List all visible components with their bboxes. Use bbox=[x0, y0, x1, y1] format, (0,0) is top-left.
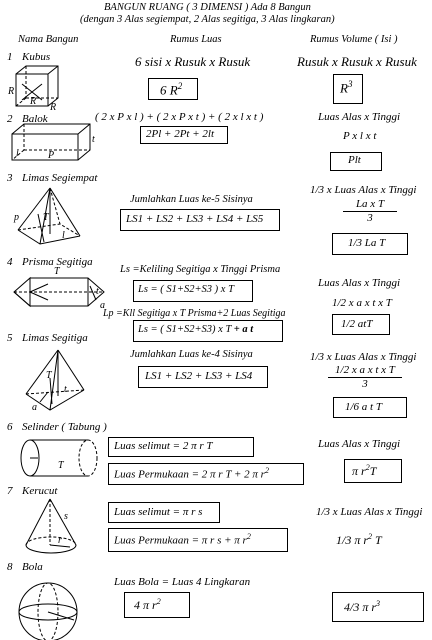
row6-area-formula: Luas selimut = 2 π r T bbox=[114, 440, 213, 452]
cube-label-right: R bbox=[50, 102, 57, 113]
col-header-name: Nama Bangun bbox=[18, 34, 79, 45]
cuboid-label-t: t bbox=[92, 134, 95, 145]
cube-label-mid: R bbox=[30, 96, 37, 107]
row4-number: 4 bbox=[7, 256, 13, 268]
row3-volume-formula: 1/3 La T bbox=[348, 237, 386, 249]
row2-volume-text: Luas Alas x Tinggi bbox=[318, 111, 401, 123]
row2-name: Balok bbox=[22, 113, 48, 125]
pyramid4-label-t: T bbox=[43, 212, 49, 223]
row6-name: Selinder ( Tabung ) bbox=[22, 421, 107, 433]
cuboid-label-p: P bbox=[48, 150, 55, 161]
row5-area-formula: LS1 + LS2 + LS3 + LS4 bbox=[145, 370, 253, 382]
triangular-pyramid-figure bbox=[20, 348, 90, 414]
pyramid3-label-t-lower: t bbox=[64, 384, 67, 395]
row3-number: 3 bbox=[7, 172, 13, 184]
square-pyramid-figure bbox=[14, 186, 86, 248]
row7-area-formula2: Luas Permukaan = π r s + π $r^2$ bbox=[114, 532, 251, 547]
row1-volume-text: Rusuk x Rusuk x Rusuk bbox=[297, 54, 417, 69]
row5-area-text: Jumlahkan Luas ke-4 Sisinya bbox=[130, 349, 253, 360]
row7-number: 7 bbox=[7, 485, 13, 497]
row4-volume-text2: 1/2 x a x t x T bbox=[332, 297, 392, 309]
row7-volume-text: 1/3 x Luas Alas x Tinggi bbox=[316, 506, 423, 518]
cube-figure bbox=[8, 64, 68, 113]
pyramid3-label-a: a bbox=[32, 402, 37, 413]
cone-figure bbox=[20, 497, 84, 557]
cuboid-label-l: l bbox=[16, 148, 19, 159]
prism-label-t-lower: t bbox=[96, 286, 99, 297]
row4-area-formula2: Ls = ( S1+S2+S3) x T + a t bbox=[138, 324, 254, 335]
row7-area-formula: Luas selimut = π r s bbox=[114, 506, 203, 518]
cylinder-label-t: T bbox=[58, 460, 64, 471]
cone-label-s: s bbox=[64, 511, 68, 522]
row8-area-text: Luas Bola = Luas 4 Lingkaran bbox=[114, 576, 251, 588]
row8-name: Bola bbox=[22, 561, 43, 573]
row4-area-formula: Ls = ( S1+S2+S3 ) x T bbox=[138, 284, 234, 295]
row2-area-formula: 2Pl + 2Pt + 2lt bbox=[146, 128, 215, 140]
row4-name: Prisma Segitiga bbox=[22, 256, 93, 268]
triangular-prism-figure bbox=[12, 264, 108, 316]
pyramid4-label-p: p bbox=[14, 212, 19, 223]
row6-area-formula2: Luas Permukaan = 2 π r T + 2 π $r^2$ bbox=[114, 466, 269, 481]
row3-name: Limas Segiempat bbox=[22, 172, 98, 184]
row4-volume-formula: 1/2 atT bbox=[341, 318, 373, 330]
row5-number: 5 bbox=[7, 332, 13, 344]
row1-area-formula: 6 $R^2$ bbox=[160, 81, 183, 98]
pyramid3-label-t-upper: T bbox=[46, 370, 52, 381]
row6-volume-formula: π $r^2T$ bbox=[352, 463, 377, 478]
row1-volume-formula: $R^3$ bbox=[340, 79, 353, 96]
row6-number: 6 bbox=[7, 421, 13, 433]
row6-volume-text: Luas Alas x Tinggi bbox=[318, 438, 401, 450]
row5-volume-text: 1/3 x Luas Alas x Tinggi bbox=[310, 351, 417, 363]
row1-area-text: 6 sisi x Rusuk x Rusuk bbox=[135, 54, 251, 69]
row1-name: Kubus bbox=[22, 51, 51, 63]
cone-label-r: r bbox=[58, 535, 62, 546]
row5-volume-formula: 1/6 a t T bbox=[345, 401, 382, 413]
page-subtitle: (dengan 3 Alas segiempat, 2 Alas segitiga, 3 Alas lingkaran) bbox=[80, 14, 335, 25]
prism-label-a: a bbox=[100, 300, 105, 311]
row5-volume-fraction: 1/2 x a x t x T 3 bbox=[310, 364, 420, 390]
row7-name: Kerucut bbox=[22, 485, 58, 497]
cylinder-figure bbox=[18, 436, 100, 480]
row5-name: Limas Segitiga bbox=[22, 332, 88, 344]
row2-area-text: ( 2 x P x l ) + ( 2 x P x t ) + ( 2 x l x t ) bbox=[95, 111, 264, 123]
row4-area-text: Ls =Keliling Segitiga x Tinggi Prisma bbox=[120, 264, 281, 275]
col-header-volume: Rumus Volume ( Isi ) bbox=[310, 34, 398, 45]
row2-volume-text2: P x l x t bbox=[343, 130, 377, 142]
cuboid-figure bbox=[8, 122, 94, 164]
row2-volume-formula: Plt bbox=[348, 154, 361, 166]
row8-volume-formula: 4/3 π $r^3$ bbox=[344, 599, 381, 614]
row4-volume-text: Luas Alas x Tinggi bbox=[318, 277, 401, 289]
row1-number: 1 bbox=[7, 51, 13, 63]
row3-volume-text: 1/3 x Luas Alas x Tinggi bbox=[310, 184, 417, 196]
row2-number: 2 bbox=[7, 113, 13, 125]
pyramid4-label-l: l bbox=[62, 230, 65, 241]
row7-volume-text2: 1/3 π $r^2$ T bbox=[336, 532, 382, 547]
row3-volume-fraction: La x T 3 bbox=[320, 198, 420, 224]
row4-area-text2: Lp =Kll Segitiga x T Prisma+2 Luas Segitiga bbox=[103, 308, 286, 319]
col-header-area: Rumus Luas bbox=[170, 34, 222, 45]
row8-area-formula: 4 π $r^2$ bbox=[134, 597, 161, 612]
sphere-figure bbox=[16, 580, 80, 640]
page-title: BANGUN RUANG ( 3 DIMENSI ) Ada 8 Bangun bbox=[104, 2, 311, 13]
row8-number: 8 bbox=[7, 561, 13, 573]
row3-area-formula: LS1 + LS2 + LS3 + LS4 + LS5 bbox=[126, 213, 264, 225]
prism-label-t-upper: T bbox=[54, 266, 60, 277]
row3-area-text: Jumlahkan Luas ke-5 Sisinya bbox=[130, 194, 253, 205]
cube-label-left: R bbox=[8, 86, 15, 97]
